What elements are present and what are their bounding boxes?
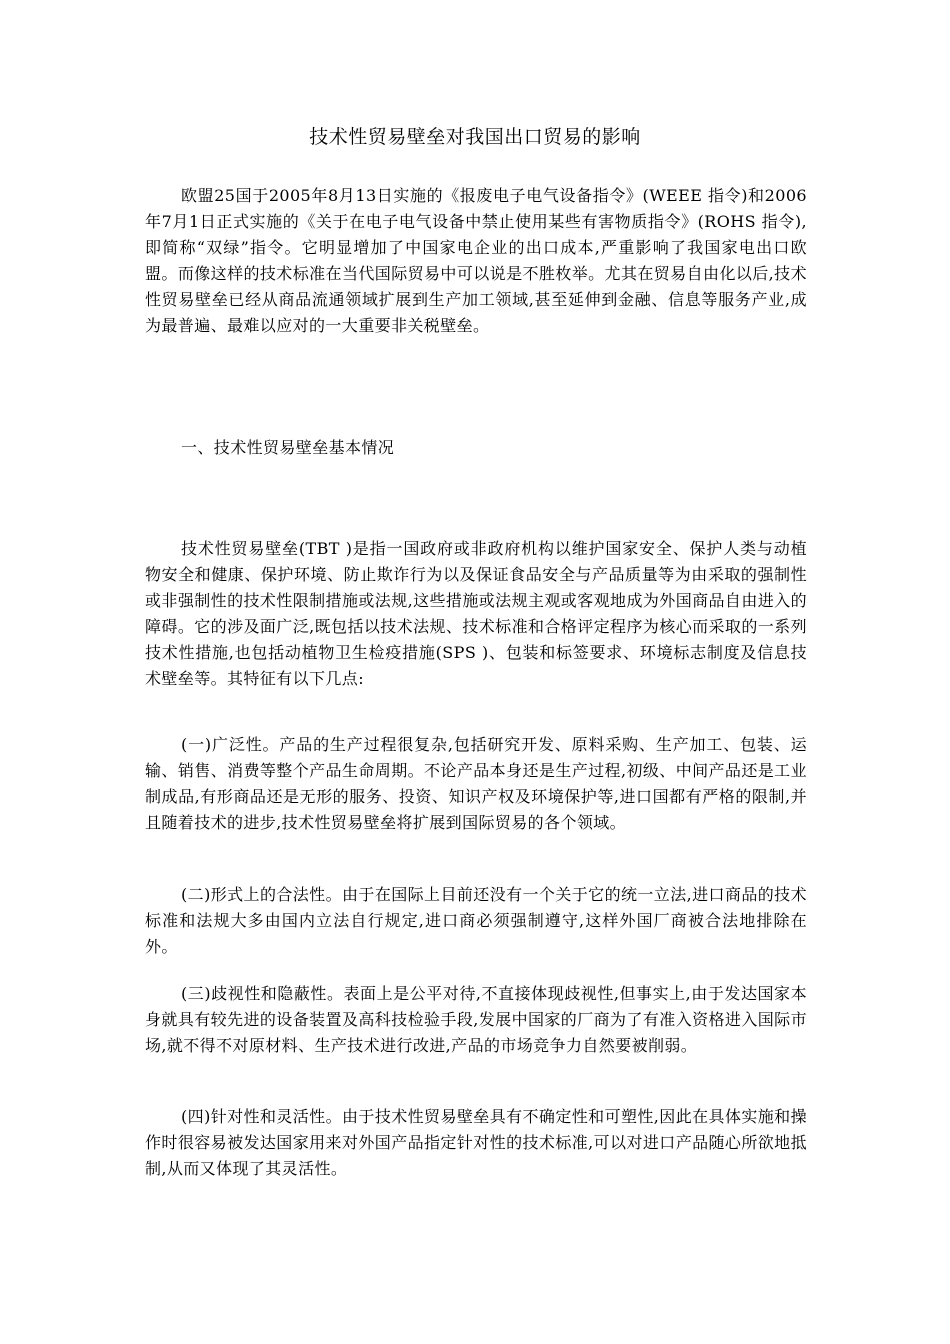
feature-paragraph-breadth: (一)广泛性。产品的生产过程很复杂,包括研究开发、原料采购、生产加工、包装、运输、销售、消费等整个产品生命周期。不论产品本身还是生产过程,初级、中间产品还是工业制成品,有形商品还是无形的服务、投资、知识产权及环境保护等,进口国都有严格的限制,并且随着技术的进步,技术性贸易壁垒将扩展到国际贸易的各个领域。 xyxy=(145,735,807,832)
intro-paragraph: 欧盟25国于2005年8月13日实施的《报废电子电气设备指令》(WEEE 指令)和2006年7月1日正式实施的《关于在电子电气设备中禁止使用某些有害物质指令》(ROHS 指令),即简称“双绿”指令。它明显增加了中国家电企业的出口成本,严重影响了我国家电出口欧盟。而像这样的技术标准在当代国际贸易中可以说是不胜枚举。尤其在贸易自由化以后,技术性贸易壁垒已经从商品流通领域扩展到生产加工领域,甚至延伸到金融、信息等服务产业,成为最普遍、最难以应对的一大重要非关税壁垒。 xyxy=(145,186,807,335)
document-title: 技术性贸易壁垒对我国出口贸易的影响 xyxy=(309,126,641,148)
feature-paragraph-flexibility: (四)针对性和灵活性。由于技术性贸易壁垒具有不确定性和可塑性,因此在具体实施和操作时很容易被发达国家用来对外国产品指定针对性的技术标准,可以对进口产品随心所欲地抵制,从而又体现了其灵活性。 xyxy=(145,1107,807,1178)
feature-paragraph-discrimination: (三)歧视性和隐蔽性。表面上是公平对待,不直接体现歧视性,但事实上,由于发达国家本身就具有较先进的设备装置及高科技检验手段,发展中国家的厂商为了有准入资格进入国际市场,就不得不对原材料、生产技术进行改进,产品的市场竞争力自然要被削弱。 xyxy=(145,984,807,1055)
tbt-definition-paragraph: 技术性贸易壁垒(TBT )是指一国政府或非政府机构以维护国家安全、保护人类与动植物安全和健康、保护环境、防止欺诈行为以及保证食品安全与产品质量等为由采取的强制性或非强制性的技术性限制措施或法规,这些措施或法规主观或客观地成为外国商品自由进入的障碍。它的涉及面广泛,既包括以技术法规、技术标准和合格评定程序为核心而采取的一系列技术性措施,也包括动植物卫生检疫措施(SPS )、包装和标签要求、环境标志制度及信息技术壁垒等。其特征有以下几点: xyxy=(145,539,807,688)
section-heading: 一、技术性贸易壁垒基本情况 xyxy=(181,438,395,457)
feature-paragraph-legality: (二)形式上的合法性。由于在国际上目前还没有一个关于它的统一立法,进口商品的技术标准和法规大多由国内立法自行规定,进口商必须强制遵守,这样外国厂商被合法地排除在外。 xyxy=(145,885,807,956)
